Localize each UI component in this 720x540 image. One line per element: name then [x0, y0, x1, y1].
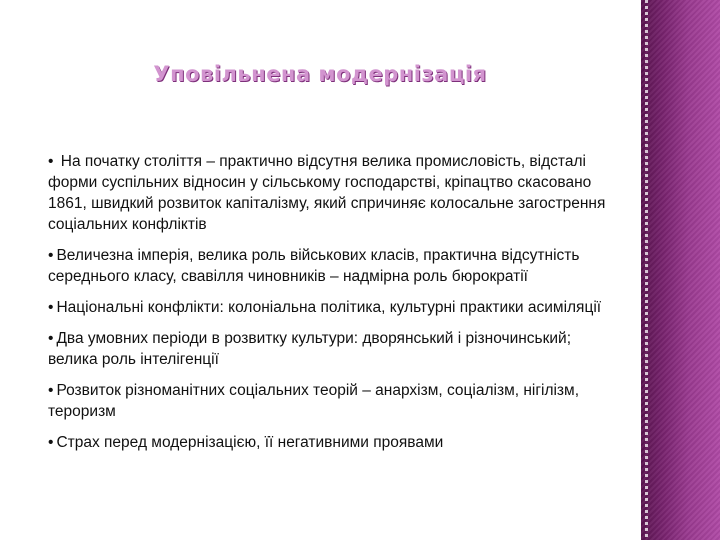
- bullet-item: [48, 432, 618, 453]
- bullet-mark: •: [48, 153, 54, 170]
- bullet-item: [48, 297, 618, 318]
- bullet-text: Два умовних періоди в розвитку культури: дворянський і різночинський; велика роль інтелігенції: [48, 330, 572, 368]
- dotted-edge-line: [645, 0, 648, 540]
- bullet-text: На початку століття – практично відсутня велика промисловість, відсталі форми суспільних відносин у сільському господарстві, кріпацтво скасовано 1861, швидкий розвиток капіталізму, який спричиняє колосальне загострення соціальних конфліктів: [48, 153, 606, 233]
- bullet-text: Величезна імперія, велика роль військових класів, практична відсутність середнього класу, свавілля чиновників – надмірна роль бюрократії: [48, 247, 580, 285]
- bullet-text: Національні конфлікти: колоніальна політика, культурні практики асиміляції: [56, 299, 602, 316]
- decorative-side-band: [641, 0, 720, 540]
- bullet-mark: •: [48, 382, 54, 399]
- bullet-mark: •: [48, 330, 54, 347]
- bullet-text: Страх перед модернізацією, її негативними проявами: [56, 434, 444, 451]
- bullet-text: Розвиток різноманітних соціальних теорій – анархізм, соціалізм, нігілізм, тероризм: [48, 382, 580, 420]
- bullet-mark: •: [48, 299, 54, 316]
- slide-title: Уповільнена модернізація: [153, 62, 487, 86]
- bullet-item: [48, 245, 618, 287]
- bullet-item: [48, 380, 618, 422]
- bullet-mark: •: [48, 247, 54, 264]
- bullet-item: [48, 151, 618, 235]
- bullet-item: [48, 328, 618, 370]
- bullet-mark: •: [48, 434, 54, 451]
- bullet-list: [48, 151, 618, 463]
